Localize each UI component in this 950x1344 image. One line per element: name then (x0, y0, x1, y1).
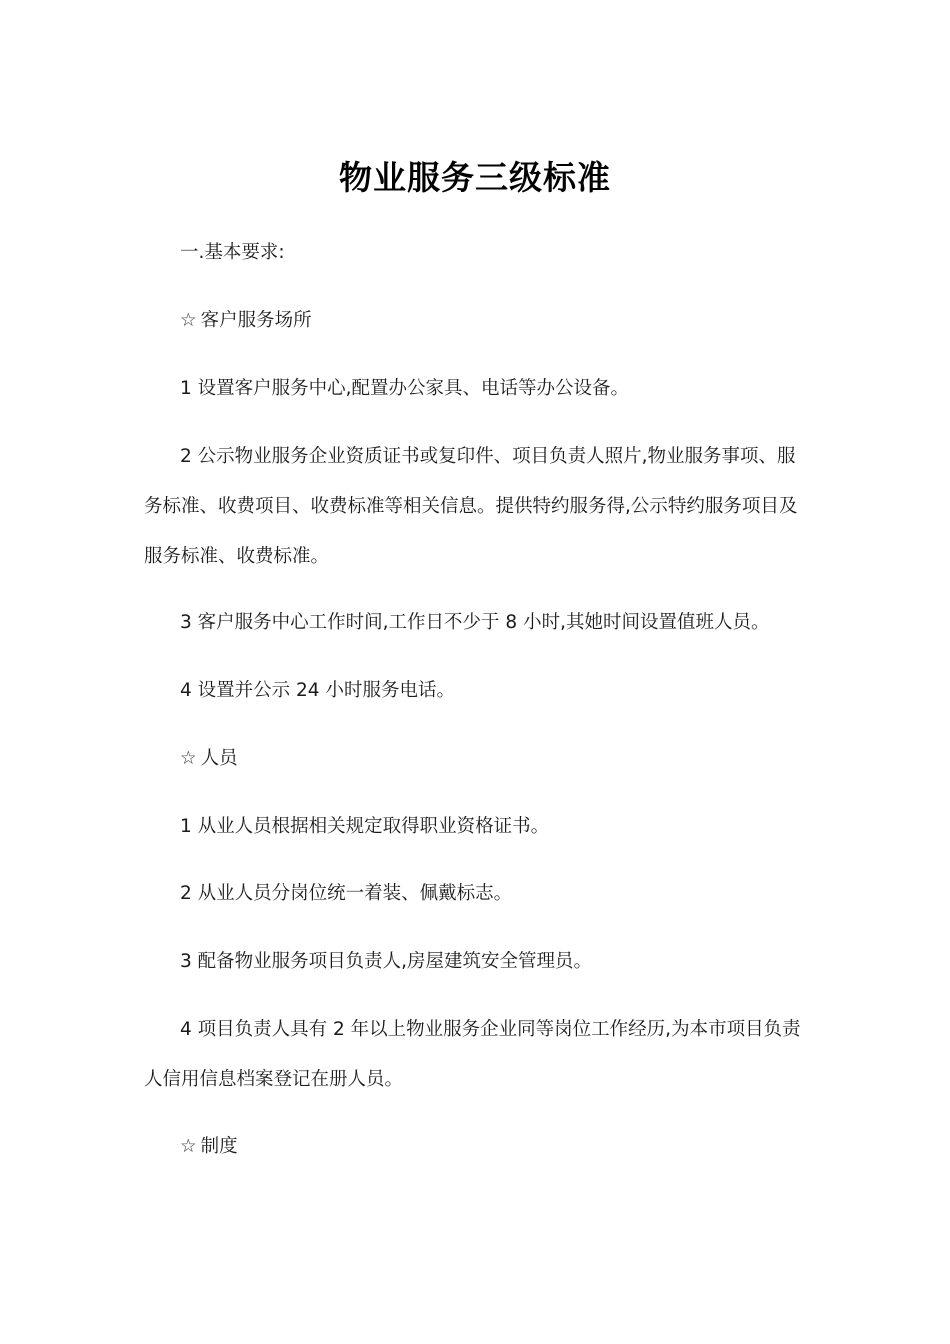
paragraph-text: 4 设置并公示 24 小时服务电话。 (180, 680, 455, 701)
star-icon: ☆ (180, 1136, 197, 1157)
list-item (144, 598, 809, 648)
list-item (144, 666, 809, 716)
section-heading-rules (144, 1122, 809, 1172)
list-item (144, 937, 809, 987)
section-heading-customer-service (144, 296, 809, 346)
paragraph-text: 4 项目负责人具有 2 年以上物业服务企业同等岗位工作经历,为本市项目负责人信用信息档案登记在册人员。 (144, 1019, 801, 1090)
paragraph-text: 3 客户服务中心工作时间,工作日不少于 8 小时,其她时间设置值班人员。 (180, 612, 770, 633)
paragraph-basic-requirements (144, 228, 809, 278)
paragraph-text: 2 从业人员分岗位统一着装、佩戴标志。 (180, 883, 513, 904)
document-title: 物业服务三级标准 (339, 158, 611, 197)
section-heading-text: 人员 (200, 748, 238, 769)
star-icon: ☆ (180, 748, 197, 769)
paragraph-text: 2 公示物业服务企业资质证书或复印件、项目负责人照片,物业服务事项、服务标准、收费项目、收费标准等相关信息。提供特约服务得,公示特约服务项目及服务标准、收费标准。 (144, 446, 798, 567)
paragraph-text: 1 从业人员根据相关规定取得职业资格证书。 (180, 816, 550, 837)
list-item (144, 802, 809, 852)
list-item (144, 1005, 809, 1105)
list-item (144, 432, 809, 582)
paragraph-text: 1 设置客户服务中心,配置办公家具、电话等办公设备。 (180, 378, 630, 399)
paragraph-text: 3 配备物业服务项目负责人,房屋建筑安全管理员。 (180, 951, 593, 972)
section-heading-text: 制度 (200, 1136, 238, 1157)
list-item (144, 364, 809, 414)
star-icon: ☆ (180, 310, 197, 331)
paragraph-text: 一.基本要求: (180, 242, 285, 263)
section-heading-text: 客户服务场所 (200, 310, 312, 331)
section-heading-personnel (144, 734, 809, 784)
list-item (144, 869, 809, 919)
